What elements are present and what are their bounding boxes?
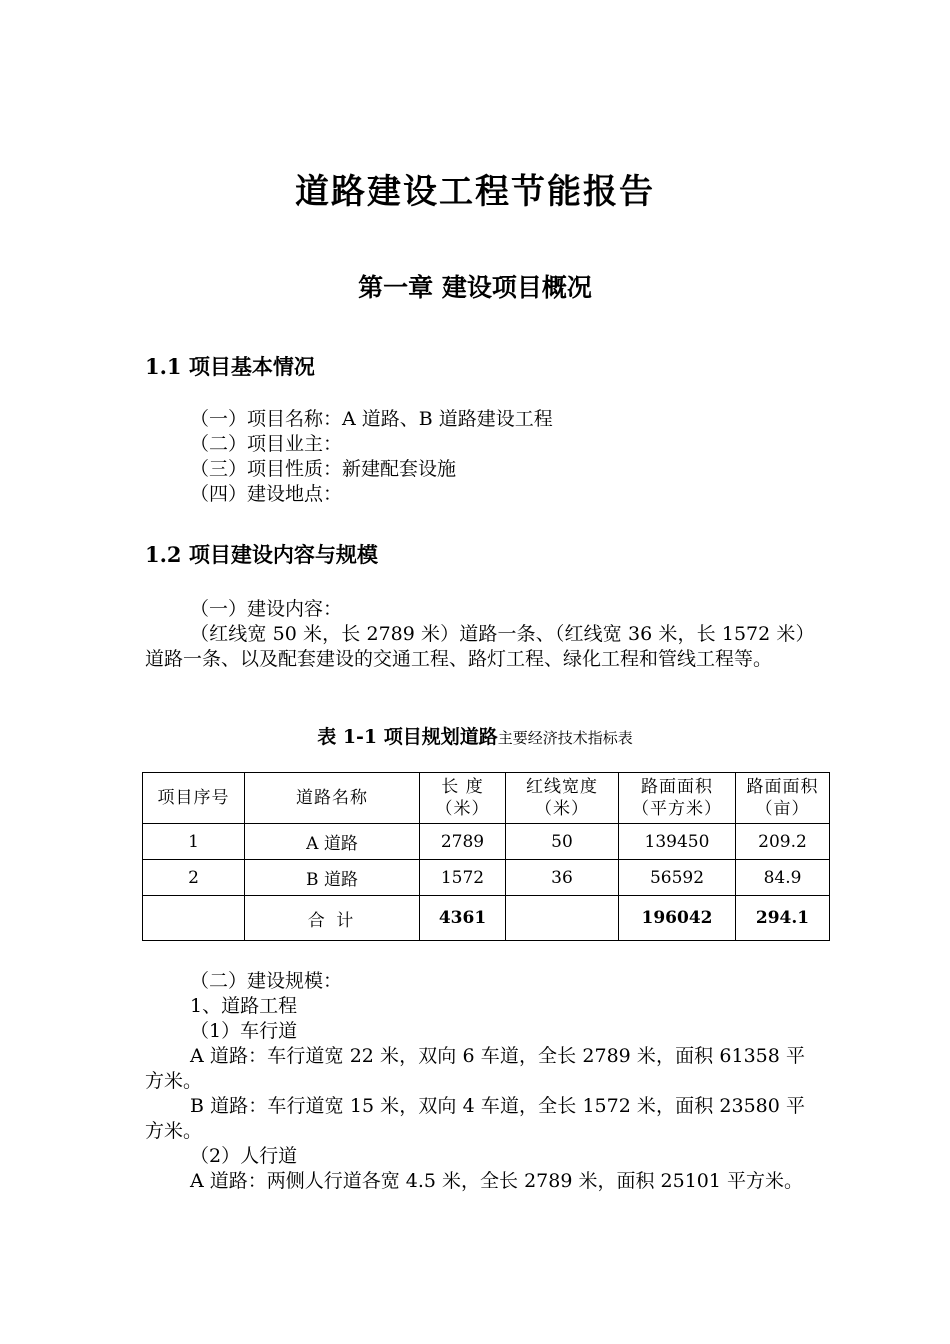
table-cell: B 道路 [245, 860, 420, 896]
table-cell [506, 896, 619, 941]
total-length-cell: 4361 [420, 896, 506, 941]
project-owner-line: （二）项目业主： [190, 433, 343, 455]
construction-content-label: （一）建设内容： [190, 598, 343, 620]
table-cell: 2 [143, 860, 245, 896]
header-cell-length: 长 度 （米） [420, 773, 506, 824]
table-row [143, 824, 830, 860]
table-cell: 2789 [420, 824, 506, 860]
total-label-cell: 合 计 [245, 896, 420, 941]
table-cell: 50 [506, 824, 619, 860]
carriageway-heading: （1）车行道 [190, 1020, 298, 1042]
project-basic-info [145, 407, 805, 507]
construction-scale [145, 969, 805, 1194]
road-indicator-table [142, 772, 830, 941]
project-name-line: （一）项目名称：A 道路、B 道路建设工程 [190, 408, 553, 430]
construction-content-text: （红线宽 50 米，长 2789 米）道路一条、（红线宽 36 米，长 1572 米）道路一条、以及配套建设的交通工程、路灯工程、绿化工程和管线工程等。 [145, 623, 805, 670]
construction-content [145, 597, 805, 672]
document-title: 道路建设工程节能报告 [295, 172, 655, 212]
header-cell-road-name: 道路名称 [245, 773, 420, 824]
total-area-mu-cell: 294.1 [736, 896, 830, 941]
sidewalk-heading: （2）人行道 [190, 1145, 298, 1167]
table-cell: 56592 [619, 860, 736, 896]
table-header-row [143, 773, 830, 824]
table-caption [0, 722, 950, 749]
section-heading-1-2: 1.2 项目建设内容与规模 [145, 542, 378, 567]
road-work-heading: 1、道路工程 [190, 995, 298, 1017]
header-cell-area-sqm: 路面面积 （平方米） [619, 773, 736, 824]
table-cell: 36 [506, 860, 619, 896]
project-nature-line: （三）项目性质：新建配套设施 [190, 458, 457, 480]
table-cell: 84.9 [736, 860, 830, 896]
header-cell-area-mu: 路面面积 （亩） [736, 773, 830, 824]
table-cell: A 道路 [245, 824, 420, 860]
header-cell-index: 项目序号 [143, 773, 245, 824]
project-location-line: （四）建设地点： [190, 483, 343, 505]
table-cell [143, 896, 245, 941]
table-caption-main: 表 1-1 项目规划道路 [317, 726, 498, 748]
table-cell: 1 [143, 824, 245, 860]
table-caption-sub: 主要经济技术指标表 [497, 729, 633, 747]
table-cell: 1572 [420, 860, 506, 896]
table-cell: 209.2 [736, 824, 830, 860]
sidewalk-a-text: A 道路：两侧人行道各宽 4.5 米，全长 2789 米，面积 25101 平方米。 [190, 1170, 804, 1192]
section-heading-1-1: 1.1 项目基本情况 [145, 354, 315, 379]
chapter-heading: 第一章 建设项目概况 [358, 273, 592, 302]
total-area-sqm-cell: 196042 [619, 896, 736, 941]
carriageway-a-text: A 道路：车行道宽 22 米，双向 6 车道，全长 2789 米，面积 61358 平方米。 [145, 1045, 805, 1092]
table-total-row [143, 896, 830, 941]
table-row [143, 860, 830, 896]
header-cell-red-line-width: 红线宽度 （米） [506, 773, 619, 824]
scale-label: （二）建设规模： [190, 970, 343, 992]
table-cell: 139450 [619, 824, 736, 860]
carriageway-b-text: B 道路：车行道宽 15 米，双向 4 车道，全长 1572 米，面积 23580 平方米。 [145, 1095, 805, 1142]
